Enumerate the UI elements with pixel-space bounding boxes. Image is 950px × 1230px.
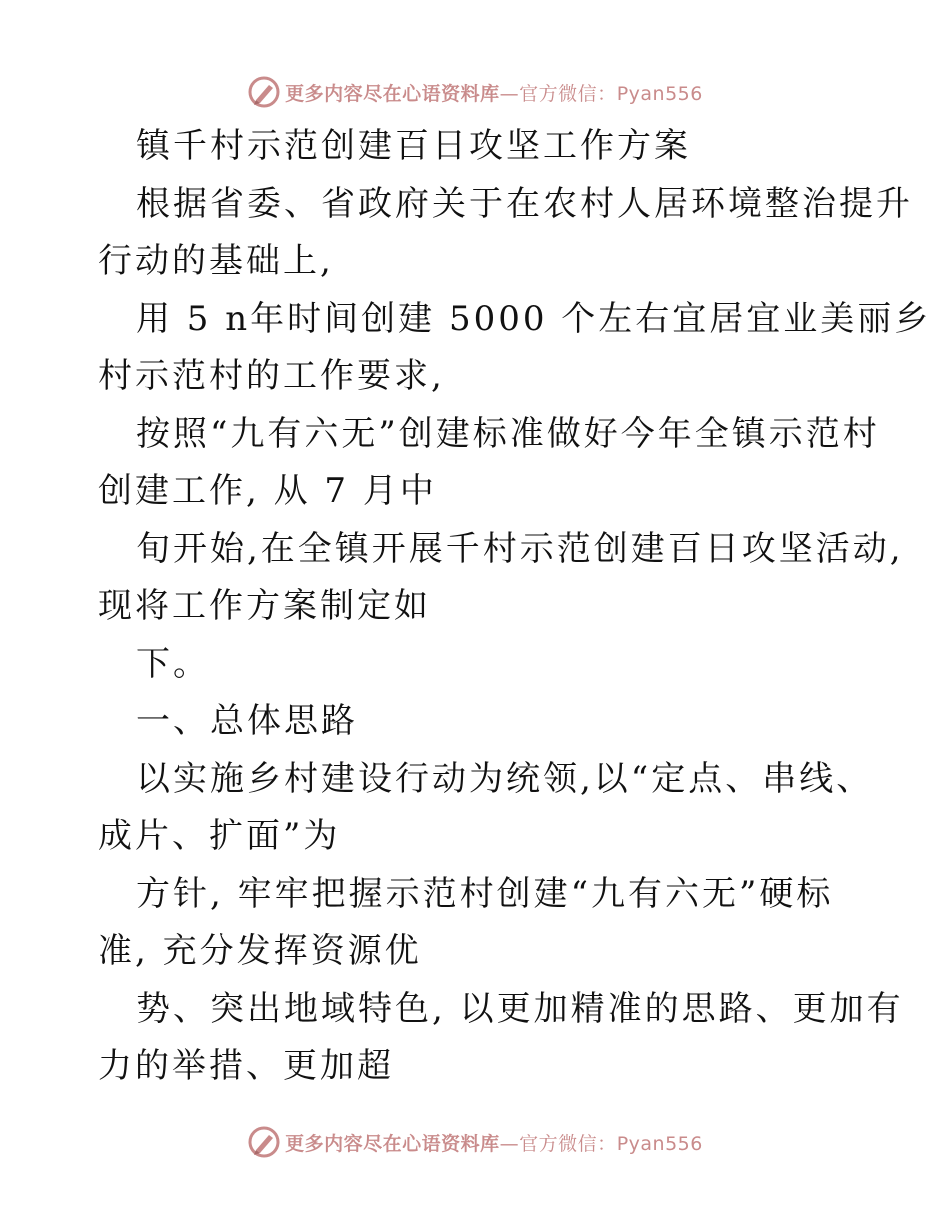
watermark-separator: — bbox=[499, 82, 520, 105]
pen-logo-icon bbox=[247, 1125, 281, 1159]
watermark-text bbox=[285, 79, 703, 106]
document-title: 镇千村示范创建百日攻坚工作方案 bbox=[136, 126, 691, 166]
paragraph-line: 方针, 牢牢把握示范村创建“九有六无”硬标 bbox=[136, 873, 834, 914]
section-heading: 一、总体思路 bbox=[136, 701, 358, 741]
paragraph-line: 成片、扩面”为 bbox=[98, 816, 341, 856]
paragraph-line: 用 5 n年时间创建 5000 个左右宜居宜业美丽乡 bbox=[136, 298, 932, 339]
watermark-wechat-id: Pyan556 bbox=[616, 82, 703, 105]
paragraph-line: 以实施乡村建设行动为统领,以“定点、串线、 bbox=[136, 758, 874, 799]
watermark-separator: — bbox=[499, 1132, 520, 1155]
paragraph-line: 现将工作方案制定如 bbox=[98, 586, 431, 626]
paragraph-line: 旬开始,在全镇开展千村示范创建百日攻坚活动, bbox=[136, 528, 904, 569]
paragraph-line: 行动的基础上, bbox=[98, 241, 334, 281]
paragraph-line: 下。 bbox=[136, 643, 210, 684]
watermark-wechat-id: Pyan556 bbox=[616, 1132, 703, 1155]
paragraph-line: 势、突出地域特色, 以更加精准的思路、更加有 bbox=[136, 988, 904, 1029]
paragraph-line: 力的举措、更加超 bbox=[98, 1046, 394, 1086]
watermark-text bbox=[285, 1129, 703, 1156]
watermark-official-label: 官方微信： bbox=[519, 82, 617, 105]
paragraph-line: 村示范村的工作要求, bbox=[98, 356, 445, 396]
pen-logo-icon bbox=[247, 75, 281, 109]
paragraph-line: 根据省委、省政府关于在农村人居环境整治提升 bbox=[136, 183, 913, 224]
paragraph-line: 按照“九有六无”创建标准做好今年全镇示范村 bbox=[136, 413, 880, 454]
watermark-official-label: 官方微信： bbox=[519, 1132, 617, 1155]
watermark-slogan: 更多内容尽在心语资料库 bbox=[285, 1132, 500, 1155]
header-watermark bbox=[0, 70, 950, 114]
paragraph-line: 准, 充分发挥资源优 bbox=[98, 931, 422, 971]
footer-watermark bbox=[0, 1120, 950, 1164]
document-body bbox=[98, 118, 932, 1096]
watermark-slogan: 更多内容尽在心语资料库 bbox=[285, 82, 500, 105]
paragraph-line: 创建工作, 从 7 月中 bbox=[98, 471, 437, 511]
